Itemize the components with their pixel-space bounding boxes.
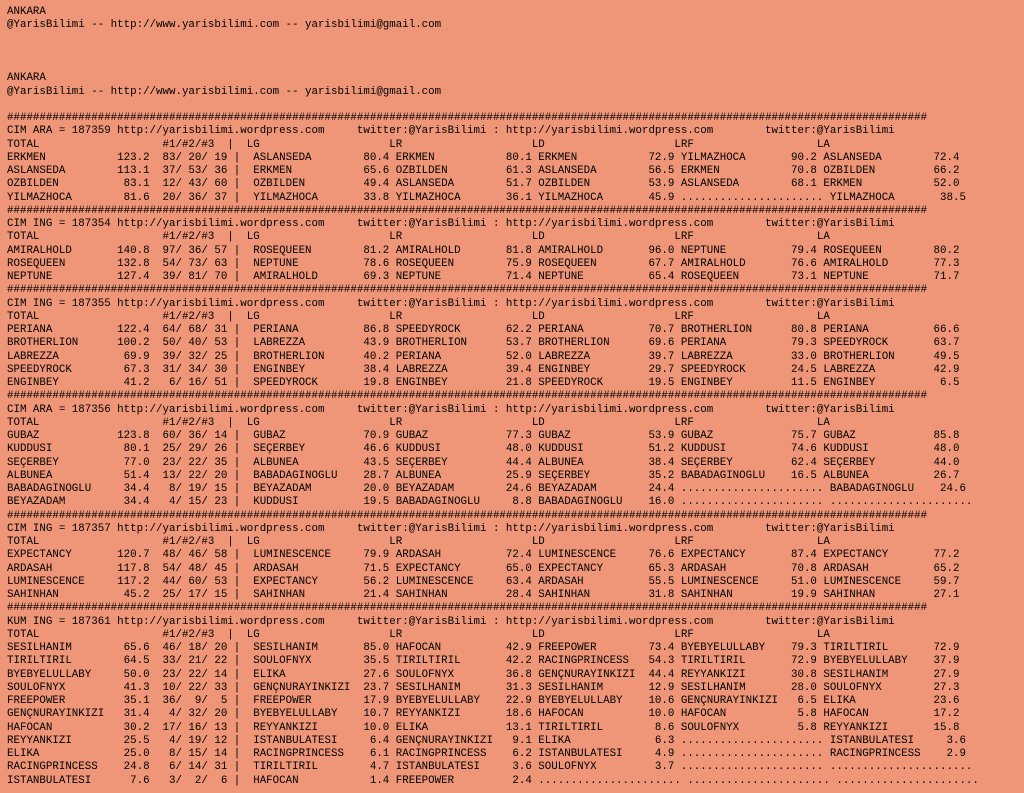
result-row: SESILHANIM 65.6 46/ 18/ 20 | SESILHANIM 85.0 HAFOCAN 42.9 FREEPOWER 73.4 BYEBYELULLABY 79.3 TIRILTIRIL 72.9	[7, 642, 960, 654]
result-row: ASLANSEDA 113.1 37/ 53/ 36 | ERKMEN 65.6 ÖZBILDEN 61.3 ASLANSEDA 56.5 ERKMEN 70.8 ÖZBILDEN 66.2	[7, 165, 960, 177]
result-row: SPEEDYROCK 67.3 31/ 34/ 30 | ENGINBEY 38.4 LABREZZA 39.4 ENGINBEY 29.7 SPEEDYROCK 24.5 LABREZZA 42.9	[7, 363, 960, 376]
result-row: BABADAGINOGLU 34.4 8/ 19/ 15 | BEYAZADAM 20.0 BEYAZADAM 24.6 BEYAZADAM 24.4 ...................... BABADAGINOGLU 24.6	[7, 483, 966, 495]
result-row: LUMINESCENCE 117.2 44/ 60/ 53 | EXPECTANCY 56.2 LUMINESCENCE 63.4 ARDASAH 55.5 LUMINESCENCE 51.0 LUMINESCENCE 59.7	[7, 575, 960, 588]
separator-line: ##############################################################################################################################################	[7, 390, 928, 403]
result-row: GUBAZ 123.8 60/ 36/ 14 | GUBAZ 70.9 GUBAZ 77.3 GUBAZ 53.9 GUBAZ 75.7 GUBAZ 85.8	[7, 430, 960, 442]
result-row: YILMAZHOCA 81.6 20/ 36/ 37 | YILMAZHOCA 33.8 YILMAZHOCA 36.1 YILMAZHOCA 45.9 ...................... YILMAZHOCA 38.5	[7, 191, 966, 204]
separator-line: ##############################################################################################################################################	[7, 112, 928, 124]
separator-line: ##############################################################################################################################################	[7, 509, 928, 522]
column-header-line: TOTAL #1/#2/#3 | LG LR LD LRF LA	[7, 231, 830, 244]
separator-line: ##############################################################################################################################################	[7, 204, 928, 217]
column-header-line: TOTAL #1/#2/#3 | LG LR LD LRF LA	[7, 536, 830, 548]
result-row: GENÇNURAYINKIZI 31.4 4/ 32/ 20 | BYEBYELULLABY 10.7 REYYANKIZI 18.6 HAFOCAN 10.0 HAFOCAN 5.8 HAFOCAN 17.2	[7, 708, 960, 721]
result-row: EXPECTANCY 120.7 48/ 46/ 58 | LUMINESCENCE 79.9 ARDASAH 72.4 LUMINESCENCE 76.6 EXPECTANCY 87.4 EXPECTANCY 77.2	[7, 549, 960, 562]
result-row: REYYANKIZI 25.5 4/ 19/ 12 | ISTANBULATESI 6.4 GENÇNURAYINKIZI 9.1 ELIKA 6.3 ...................... ISTANBULATESI 3.6	[7, 734, 966, 747]
result-row: HAFOCAN 30.2 17/ 16/ 13 | REYYANKIZI 10.0 ELIKA 13.1 TIRILTIRIL 8.6 SOULOFNYX 5.8 REYYANKIZI 15.8	[7, 721, 960, 734]
result-row: BROTHERLION 100.2 50/ 40/ 53 | LABREZZA 43.9 BROTHERLION 53.7 BROTHERLION 69.6 PERIANA 79.3 SPEEDYROCK 63.7	[7, 337, 960, 350]
result-row: BEYAZADAM 34.4 4/ 15/ 23 | KUDDUSI 19.5 BABADAGINOGLU 8.8 BABADAGINOGLU 16.0 ...................... ......................	[7, 496, 973, 509]
city-title: ANKARA	[7, 6, 46, 18]
city-title: ANKARA	[7, 72, 46, 85]
column-header-line: TOTAL #1/#2/#3 | LG LR LD LRF LA	[7, 416, 830, 429]
result-row: ALBUNEA 51.4 13/ 22/ 20 | BABADAGINOGLU 28.7 ALBUNEA 25.9 SEÇERBEY 35.2 BABADAGINOGLU 16.5 ALBUNEA 26.7	[7, 469, 960, 482]
contact-line: @YarisBilimi -- http://www.yarisbilimi.com -- yarisbilimi@gmail.com	[7, 19, 442, 32]
result-row: AMIRALHOLD 140.8 97/ 36/ 57 | ROSEQUEEN 81.2 AMIRALHOLD 81.8 AMIRALHOLD 96.0 NEPTUNE 79.4 ROSEQUEEN 80.2	[7, 244, 960, 257]
race-header-line: CIM ARA = 187356 http://yarisbilimi.wordpress.com twitter:@YarisBilimi : http://yarisbilimi.wordpress.com twitter:@YarisBilimi	[7, 403, 895, 416]
blank-line	[7, 33, 1024, 46]
result-row: LABREZZA 69.9 39/ 32/ 25 | BROTHERLION 40.2 PERIANA 52.0 LABREZZA 39.7 LABREZZA 33.0 BROTHERLION 49.5	[7, 350, 960, 363]
result-row: ISTANBULATESI 7.6 3/ 2/ 6 | HAFOCAN 1.4 FREEPOWER 2.4 ...................... ...................... ......................	[7, 774, 979, 787]
blank-line	[7, 46, 1024, 59]
race-header-line: CIM ARA = 187359 http://yarisbilimi.wordpress.com twitter:@YarisBilimi : http://yarisbilimi.wordpress.com twitter:@YarisBilimi	[7, 125, 895, 138]
race-header-line: KUM ING = 187361 http://yarisbilimi.wordpress.com twitter:@YarisBilimi : http://yarisbilimi.wordpress.com twitter:@YarisBilimi	[7, 615, 895, 628]
result-row: TIRILTIRIL 64.5 33/ 21/ 22 | SOULOFNYX 35.5 TIRILTIRIL 42.2 RACINGPRINCESS 54.3 TIRILTIRIL 72.9 BYEBYELULLABY 37.9	[7, 655, 960, 668]
result-row: ROSEQUEEN 132.8 54/ 73/ 63 | NEPTUNE 78.6 ROSEQUEEN 75.9 ROSEQUEEN 67.7 AMIRALHOLD 76.6 AMIRALHOLD 77.3	[7, 257, 960, 270]
result-row: BYEBYELULLABY 50.0 23/ 22/ 14 | ELIKA 27.6 SOULOFNYX 36.8 GENÇNURAYINKIZI 44.4 REYYANKIZI 30.8 SESILHANIM 27.9	[7, 668, 960, 681]
column-header-line: TOTAL #1/#2/#3 | LG LR LD LRF LA	[7, 628, 830, 641]
blank-line	[7, 59, 1024, 72]
result-row: ENGINBEY 41.2 6/ 16/ 51 | SPEEDYROCK 19.8 ENGINBEY 21.8 SPEEDYROCK 19.5 ENGINBEY 11.5 ENGINBEY 6.5	[7, 377, 960, 389]
race-header-line: CIM ING = 187354 http://yarisbilimi.wordpress.com twitter:@YarisBilimi : http://yarisbilimi.wordpress.com twitter:@YarisBilimi	[7, 218, 895, 230]
result-row: SOULOFNYX 41.3 10/ 22/ 33 | GENÇNURAYINKIZI 23.7 SESILHANIM 31.3 SESILHANIM 12.9 SESILHANIM 28.0 SOULOFNYX 27.3	[7, 681, 960, 694]
result-row: ARDASAH 117.8 54/ 48/ 45 | ARDASAH 71.5 EXPECTANCY 65.0 EXPECTANCY 65.3 ARDASAH 70.8 ARDASAH 65.2	[7, 562, 960, 575]
contact-line: @YarisBilimi -- http://www.yarisbilimi.com -- yarisbilimi@gmail.com	[7, 85, 442, 98]
result-row: KUDDUSI 80.1 25/ 29/ 26 | SEÇERBEY 46.6 KUDDUSI 48.0 KUDDUSI 51.2 KUDDUSI 74.6 KUDDUSI 48.0	[7, 443, 960, 456]
result-row: FREEPOWER 35.1 36/ 9/ 5 | FREEPOWER 17.9 BYEBYELULLABY 22.9 BYEBYELULLABY 10.6 GENÇNURAYINKIZI 6.5 ELIKA 23.6	[7, 695, 960, 707]
separator-line: ##############################################################################################################################################	[7, 284, 928, 297]
result-row: PERIANA 122.4 64/ 68/ 31 | PERIANA 86.8 SPEEDYROCK 62.2 PERIANA 70.7 BROTHERLION 80.8 PERIANA 66.6	[7, 324, 960, 336]
result-row: ÖZBILDEN 83.1 12/ 43/ 60 | ÖZBILDEN 49.4 ASLANSEDA 51.7 ÖZBILDEN 53.9 ASLANSEDA 68.1 ERKMEN 52.0	[7, 178, 960, 191]
result-row: ERKMEN 123.2 83/ 20/ 19 | ASLANSEDA 80.4 ERKMEN 80.1 ERKMEN 72.9 YILMAZHOCA 90.2 ASLANSEDA 72.4	[7, 151, 960, 164]
column-header-line: TOTAL #1/#2/#3 | LG LR LD LRF LA	[7, 138, 830, 151]
separator-line: ##############################################################################################################################################	[7, 602, 928, 615]
result-row: RACINGPRINCESS 24.8 6/ 14/ 31 | TIRILTIRIL 4.7 ISTANBULATESI 3.6 SOULOFNYX 3.7 ...................... ......................	[7, 761, 973, 774]
blank-line	[7, 99, 1024, 112]
race-header-line: CIM ING = 187355 http://yarisbilimi.wordpress.com twitter:@YarisBilimi : http://yarisbilimi.wordpress.com twitter:@YarisBilimi	[7, 297, 895, 310]
result-row: NEPTUNE 127.4 39/ 81/ 70 | AMIRALHOLD 69.3 NEPTUNE 71.4 NEPTUNE 65.4 ROSEQUEEN 73.1 NEPTUNE 71.7	[7, 271, 960, 283]
result-row: SEÇERBEY 77.0 23/ 22/ 35 | ALBUNEA 43.5 SEÇERBEY 44.4 ALBUNEA 38.4 SEÇERBEY 62.4 SEÇERBEY 44.0	[7, 456, 960, 469]
race-header-line: CIM ING = 187357 http://yarisbilimi.wordpress.com twitter:@YarisBilimi : http://yarisbilimi.wordpress.com twitter:@YarisBilimi	[7, 522, 895, 535]
column-header-line: TOTAL #1/#2/#3 | LG LR LD LRF LA	[7, 310, 830, 323]
result-row: SAHINHAN 45.2 25/ 17/ 15 | SAHINHAN 21.4 SAHINHAN 28.4 SAHINHAN 31.8 SAHINHAN 19.9 SAHINHAN 27.1	[7, 589, 960, 601]
result-row: ELIKA 25.0 8/ 15/ 14 | RACINGPRINCESS 6.1 RACINGPRINCESS 6.2 ISTANBULATESI 4.9 ...................... RACINGPRINCESS 2.9	[7, 748, 966, 760]
